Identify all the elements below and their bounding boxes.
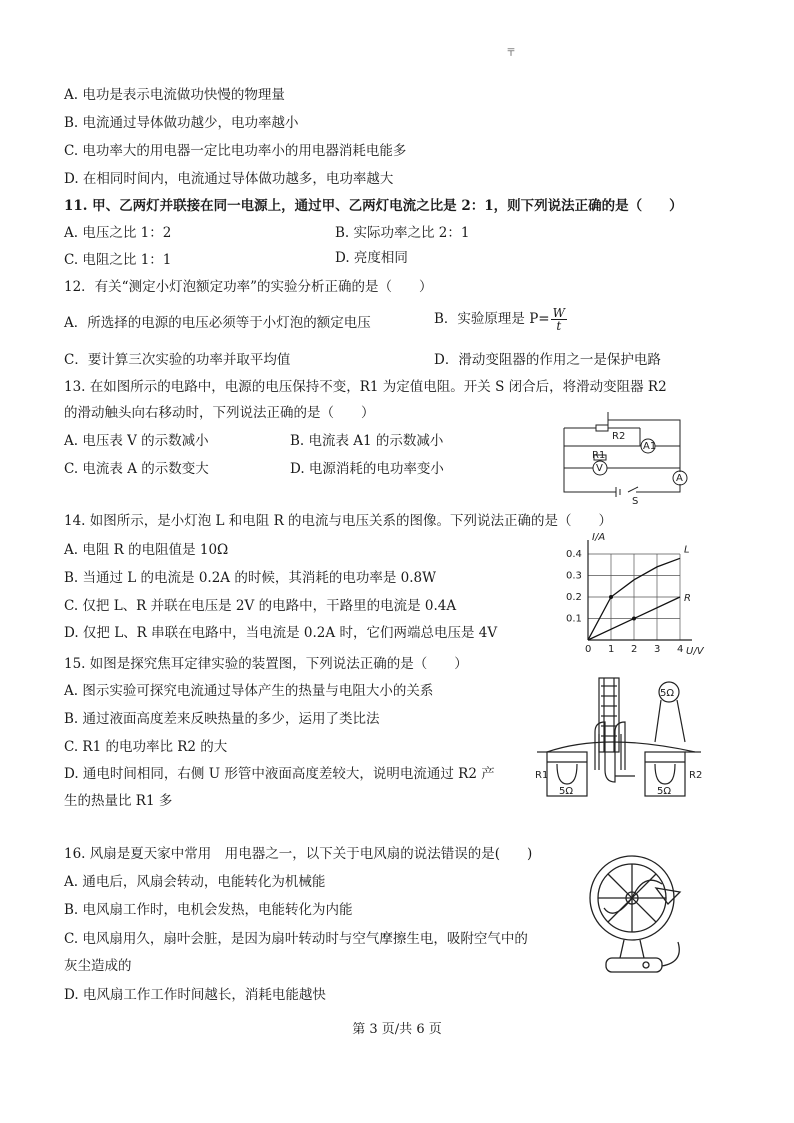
q14-option-b: B. 当通过 L 的电流是 0.2A 的时候，其消耗的电功率是 0.8W [64,570,436,586]
q14-stem: 14. 如图所示，是小灯泡 L 和电阻 R 的电流与电压关系的图像。下列说法正确的是（ ） [64,513,613,529]
label-r1: R1 [535,770,549,781]
q11-option-a: A. 电压之比 1：2 [64,225,172,241]
q16-option-b: B. 电风扇工作时，电机会发热，电能转化为内能 [64,902,353,918]
q15-option-c: C. R1 的电功率比 R2 的大 [64,739,228,755]
q12-stem: 12．有关“测定小灯泡额定功率”的实验分析正确的是（ ） [64,279,433,295]
label-r2: R2 [612,431,626,442]
q13-circuit-diagram [556,408,696,507]
scan-mark: 〒 [506,48,516,59]
label-top-resistor: 5Ω [660,688,675,699]
q13-stem-line1: 13. 在如图所示的电路中，电源的电压保持不变，R1 为定值电阻。开关 S 闭合后，将滑动变阻器 R2 [64,379,667,395]
q13-option-a: A. 电压表 V 的示数减小 [64,433,209,449]
y-tick-label: 0.3 [566,570,582,582]
y-axis-label: I/A [592,532,606,543]
label-left-resistor: 5Ω [559,786,574,797]
q15-option-b: B. 通过液面高度差来反映热量的多少，运用了类比法 [64,711,380,727]
q10-option-a: A. 电功是表示电流做功快慢的物理量 [64,87,285,103]
q11-stem: 11. 甲、乙两灯并联接在同一电源上，通过甲、乙两灯电流之比是 2：1，则下列说法正确的是（ ） [64,198,683,214]
q16-option-d: D. 电风扇工作工作时间越长，消耗电能越快 [64,987,326,1003]
q12-option-b [434,307,567,332]
q13-option-c: C. 电流表 A 的示数变大 [64,461,209,477]
x-tick-label: 1 [608,644,615,655]
y-tick-label: 0.1 [566,613,582,625]
page-footer: 第 3 页/共 6 页 [352,1022,442,1037]
q10-option-b: B. 电流通过导体做功越少，电功率越小 [64,115,299,131]
q11-option-c: C. 电阻之比 1：1 [64,252,172,268]
y-tick-label: 0.4 [566,549,582,560]
y-tick-label: 0.2 [566,592,582,603]
q15-stem: 15. 如图是探究焦耳定律实验的装置图，下列说法正确的是（ ） [64,656,468,672]
q14-iu-chart [560,530,704,660]
q15-option-a: A. 图示实验可探究电流通过导体产生的热量与电阻大小的关系 [64,683,434,699]
x-tick-label: 2 [631,644,638,655]
q14-option-d: D. 仅把 L、R 串联在电路中，当电流是 0.2A 时，它们两端总电压是 4V [64,625,498,641]
x-tick-label: 3 [654,644,661,655]
q10-option-d: D. 在相同时间内，电流通过导体做功越多，电功率越大 [64,171,394,187]
label-v: V [596,463,603,474]
series-label-r: R [684,593,691,604]
formula-denominator: t [556,319,562,333]
q12-option-d: D．滑动变阻器的作用之一是保护电路 [434,352,661,368]
formula-numerator: W [552,306,565,320]
q12-option-a: A．所选择的电源的电压必须等于小灯泡的额定电压 [64,315,371,331]
point-r-2v [632,617,636,621]
q16-stem: 16. 风扇是夏天家中常用 用电器之一，以下关于电风扇的说法错误的是( ) [64,846,533,862]
q12-option-c: C．要计算三次实验的功率并取平均值 [64,352,291,368]
q13-option-b: B. 电流表 A1 的示数减小 [290,433,444,449]
power-formula-fraction [551,307,567,332]
q16-option-c-line2: 灰尘造成的 [64,958,132,974]
q14-option-a: A. 电阻 R 的电阻值是 10Ω [64,542,229,558]
label-r1: R1 [592,450,606,461]
q14-option-c: C. 仅把 L、R 并联在电压是 2V 的电路中，干路里的电流是 0.4A [64,598,457,614]
point-l-1v [609,595,613,599]
electric-fan-illustration [584,852,694,980]
label-a: A [676,473,683,484]
x-tick-label: 0 [585,644,592,655]
x-tick-label: 4 [677,644,684,655]
q10-option-c: C. 电功率大的用电器一定比电功率小的用电器消耗电能多 [64,143,407,159]
label-r2: R2 [689,770,703,781]
label-a1: A1 [643,441,657,452]
series-label-l: L [684,544,690,556]
label-s: S [632,496,639,507]
q13-option-d: D. 电源消耗的电功率变小 [290,461,444,477]
joule-law-apparatus [535,672,703,802]
q16-option-a: A. 通电后，风扇会转动，电能转化为机械能 [64,874,326,890]
q15-option-d-line1: D. 通电时间相同，右侧 U 形管中液面高度差较大，说明电流通过 R2 产 [64,766,495,782]
q11-option-b: B. 实际功率之比 2：1 [335,225,470,241]
q13-stem-line2: 的滑动触头向右移动时，下列说法正确的是（ ） [64,405,375,421]
q15-option-d-line2: 生的热量比 R1 多 [64,793,173,809]
q12-option-b-text: B．实验原理是 P= [434,311,550,327]
label-right-resistor: 5Ω [657,786,672,797]
q11-option-d: D. 亮度相同 [335,250,408,266]
q16-option-c-line1: C. 电风扇用久，扇叶会脏，是因为扇叶转动时与空气摩擦生电，吸附空气中的 [64,931,528,947]
x-axis-label: U/V [686,646,704,657]
